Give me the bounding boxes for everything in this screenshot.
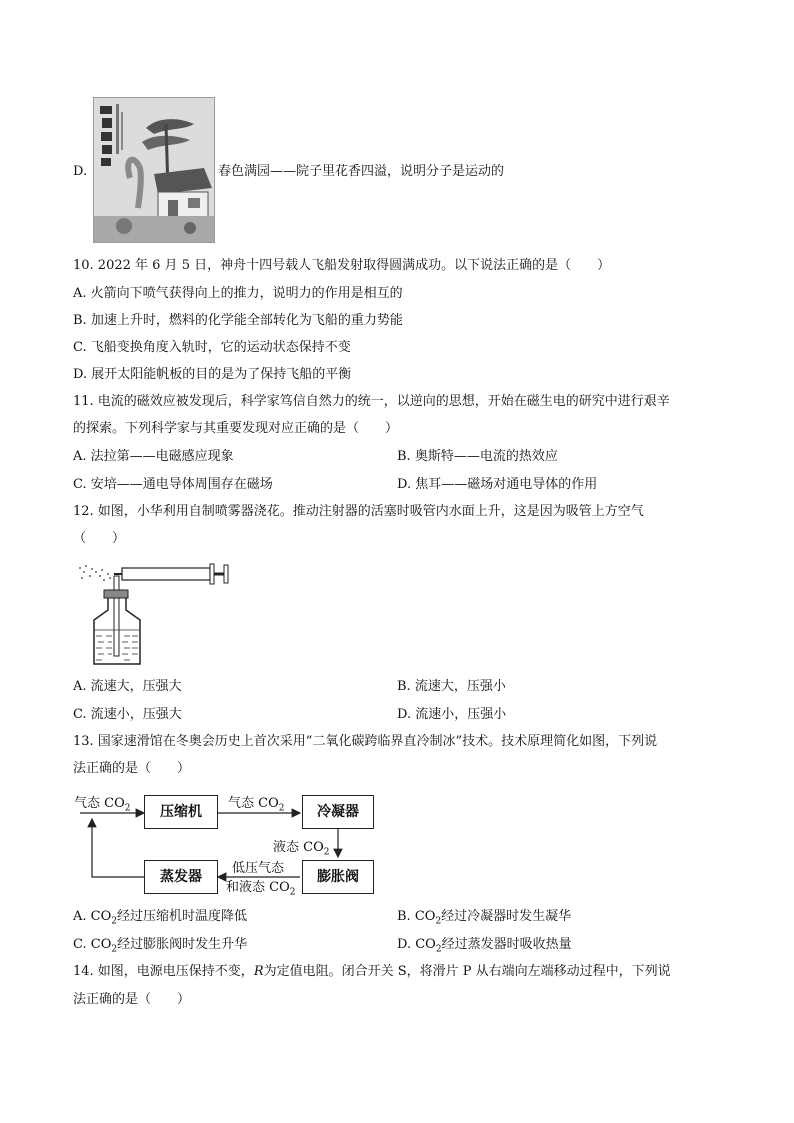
spray-mist xyxy=(79,565,111,581)
q12-stem-line1: 12. 如图，小华利用自制喷雾器浇花。推动注射器的活塞时吸管内水面上升，这是因为吸管上方空气 xyxy=(73,504,644,519)
condenser-box: 冷凝器 xyxy=(302,795,374,829)
spring-garden-painting xyxy=(93,97,215,243)
q12-option-b: B. 流速大，压强小 xyxy=(397,679,506,694)
q11-stem-line1: 11. 电流的磁效应被发现后，科学家笃信自然力的统一，以逆向的思想，开始在磁生电的研究中进行艰辛 xyxy=(73,394,670,409)
bottle-stopper xyxy=(104,590,128,598)
q12-option-a: A. 流速大，压强大 xyxy=(73,679,182,694)
q9-option-d-letter: D. xyxy=(73,164,88,179)
q10-option-d: D. 展开太阳能帆板的目的是为了保持飞船的平衡 xyxy=(73,367,352,382)
q10-stem: 10. 2022 年 6 月 5 日，神舟十四号载人飞船发射取得圆满成功。以下说法正确的是（ ） xyxy=(73,258,611,273)
q10-option-a: A. 火箭向下喷气获得向上的推力，说明力的作用是相互的 xyxy=(73,286,403,301)
q13-option-a: A. $CO_2$经过压缩机时温度降低 xyxy=(73,909,248,927)
compressor-box: 压缩机 xyxy=(144,795,218,829)
q13-option-c: C. $CO_2$经过膨胀阀时发生升华 xyxy=(73,937,248,955)
label-liquid-co2: 液态 $CO_2$ xyxy=(273,840,330,858)
q14-stem-line2: 法正确的是（ ） xyxy=(73,992,191,1007)
syringe-plunger xyxy=(224,565,228,583)
label-low-pressure-gas: 低压气态 xyxy=(232,861,285,876)
q13-stem-line2: 法正确的是（ ） xyxy=(73,761,191,776)
painting-illustration xyxy=(94,98,214,242)
evaporator-box: 蒸发器 xyxy=(144,860,218,894)
label-gas-co2-in: 气态 $CO_2$ xyxy=(74,796,131,814)
q11-stem-line2: 的探索。下列科学家与其重要发现对应正确的是（ ） xyxy=(73,421,399,436)
q11-option-b: B. 奥斯特——电流的热效应 xyxy=(397,449,558,464)
q11-option-d: D. 焦耳——磁场对通电导体的作用 xyxy=(397,477,598,492)
q14-stem-line1: 14. 如图，电源电压保持不变，R为定值电阻。闭合开关 S，将滑片 P 从右端向左端移动过程中，下列说 xyxy=(73,964,671,979)
q10-option-b: B. 加速上升时，燃料的化学能全部转化为飞船的重力势能 xyxy=(73,313,403,328)
q13-option-b: B. $CO_2$经过冷凝器时发生凝华 xyxy=(397,909,572,927)
q11-option-c: C. 安培——通电导体周围存在磁场 xyxy=(73,477,273,492)
q13-stem-line1: 13. 国家速滑馆在冬奥会历史上首次采用“二氧化碳跨临界直冷制冰”技术。技术原理简化如图，下列说 xyxy=(73,734,658,749)
q10-option-c: C. 飞船变换角度入轨时，它的运动状态保持不变 xyxy=(73,340,351,355)
q12-option-c: C. 流速小，压强大 xyxy=(73,707,182,722)
sprayer-diagram xyxy=(74,558,234,668)
label-and-liquid-co2: 和液态 $CO_2$ xyxy=(226,880,296,898)
q12-option-d: D. 流速小，压强小 xyxy=(397,707,507,722)
expansion-valve-box: 膨胀阀 xyxy=(302,860,374,894)
q12-stem-line2: （ ） xyxy=(73,531,126,546)
straw xyxy=(114,576,119,656)
q9-option-d-text: 春色满园——院子里花香四溢，说明分子是运动的 xyxy=(218,164,505,179)
q13-option-d: D. $CO_2$经过蒸发器时吸收热量 xyxy=(397,937,572,955)
syringe-barrel xyxy=(122,568,210,580)
q11-option-a: A. 法拉第——电磁感应现象 xyxy=(73,449,234,464)
label-gas-co2: 气态 $CO_2$ xyxy=(228,796,285,814)
